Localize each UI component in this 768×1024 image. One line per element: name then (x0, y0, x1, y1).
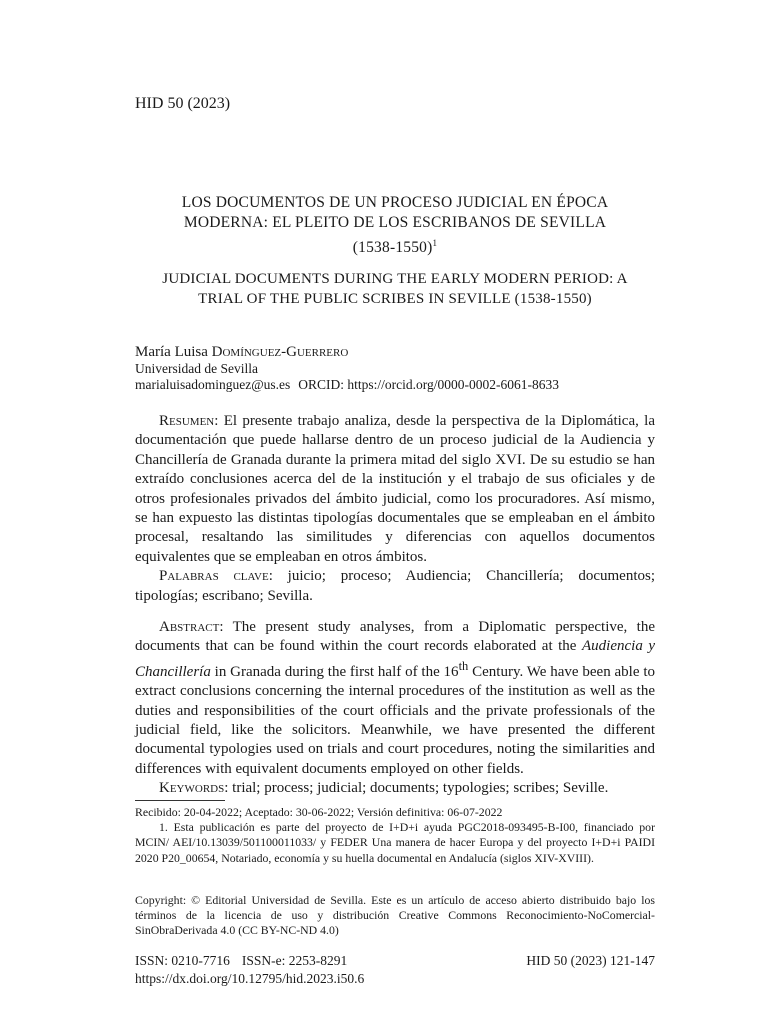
footer-issn-e: ISSN-e: 2253-8291 (241, 953, 348, 968)
abstract-paragraph (135, 618, 655, 779)
abstract-label: Abstract: (159, 619, 224, 635)
abstract-text-1: The present study analyses, from a Diplomatic perspective, the documents that can be found within the court records elaborated at the (135, 619, 655, 655)
copyright-notice: Copyright: © Editorial Universidad de Sevilla. Este es un artículo de acceso abierto distribuido bajo los términos de la licencia de uso y distribución Creative Commons Reconocimiento-NoComercial-SinObraDerivada 4.0 (CC BY-NC-ND 4.0) (135, 893, 655, 938)
author-name (135, 343, 655, 361)
title-es-line-1: LOS DOCUMENTOS DE UN PROCESO JUDICIAL EN ÉPOCA (181, 194, 609, 211)
author-orcid[interactable]: ORCID: https://orcid.org/0000-0002-6061-8633 (298, 377, 560, 392)
title-en-line-2: TRIAL OF THE PUBLIC SCRIBES IN SEVILLE (1538-1550) (198, 291, 592, 307)
author-email[interactable]: marialuisadominguez@us.es (135, 377, 291, 392)
abstract-text-3: Century. We have been able to extract conclusions concerning the internal procedures of the institution as well as the duties and responsibilities of the court officials and the private professionals of the judicial field, like the solicitors. Meanwhile, we have presented the different documental typologies used on trials and court procedures, noting the similarities and differences with equivalent documents employed on other fields. (135, 663, 655, 777)
palabras-clave-paragraph (135, 567, 655, 606)
title-es-line-2: MODERNA: EL PLEITO DE LOS ESCRIBANOS DE SEVILLA (183, 214, 607, 231)
palabras-clave-text: juicio; proceso; Audiencia; Chancillería; documentos; tipologías; escribano; Sevilla. (135, 568, 655, 604)
footer-doi[interactable]: https://dx.doi.org/10.12795/hid.2023.i50.6 (135, 971, 365, 986)
author-family-name: Domínguez-Guerrero (211, 344, 349, 360)
title-en-line-1: JUDICIAL DOCUMENTS DURING THE EARLY MODERN PERIOD: A (162, 271, 628, 287)
resumen-section (135, 412, 655, 606)
keywords-text: : trial; process; judicial; documents; typologies; scribes; Seville. (224, 780, 609, 797)
author-affiliation: Universidad de Sevilla (135, 361, 258, 376)
footnote-dates: Recibido: 20-04-2022; Aceptado: 30-06-2022; Versión definitiva: 06-07-2022 (135, 805, 503, 819)
title-es-line-3 (135, 233, 655, 258)
author-block (135, 343, 655, 393)
abstract-ordinal-sup: th (458, 658, 469, 673)
author-given-name: María Luisa (135, 344, 212, 360)
footer-pages: HID 50 (2023) 121-147 (526, 953, 655, 968)
title-spanish (135, 193, 655, 258)
abstract-italic-institution: Audiencia y Chancillería (135, 638, 655, 680)
author-contact (135, 377, 655, 393)
footnote-rule (135, 800, 225, 801)
abstract-text-2: in Granada during the first half of the 16 (210, 663, 459, 680)
title-es-dates: (1538-1550) (352, 239, 433, 257)
footnote-mark[interactable]: 1 (432, 238, 438, 248)
resumen-paragraph (135, 412, 655, 567)
running-header: HID 50 (2023) (135, 95, 231, 112)
footnotes (135, 805, 655, 866)
keywords-paragraph (135, 779, 655, 798)
footer-issn: ISSN: 0210-7716 (135, 953, 230, 968)
palabras-clave-label: Palabras clave: (159, 568, 273, 585)
keywords-label: Keywords (159, 780, 225, 797)
title-english (135, 269, 655, 309)
abstract-section (135, 618, 655, 799)
footnote-1: 1. Esta publicación es parte del proyecto de I+D+i ayuda PGC2018-093495-B-I00, financiado por MCIN/ AEI/10.13039/501100011033/ y FEDER Una manera de hacer Europa y del proyecto I+D+i PAIDI 2020 P20_00654, Notariado, economía y su huella documental en Andalucía (siglos XIV-XVIII). (135, 820, 655, 865)
resumen-label: Resumen: (159, 413, 219, 429)
resumen-text: El presente trabajo analiza, desde la perspectiva de la Diplomática, la documentación que puede hallarse dentro de un proceso judicial de la Audiencia y Chancillería de Granada durante la primera mitad del siglo XVI. De su estudio se han extraído conclusiones acerca del de la institución y el trabajo de sus oficiales y de otros profesionales privados del ámbito judicial, como los procuradores. Así mismo, se han expuesto las distintas tipologías documentales que se empleaban en el ámbito procesal, resaltando las similitudes y diferencias con aquellos documentos equivalentes que se empleaban en otros ámbitos. (135, 413, 655, 565)
page-footer (135, 952, 655, 988)
